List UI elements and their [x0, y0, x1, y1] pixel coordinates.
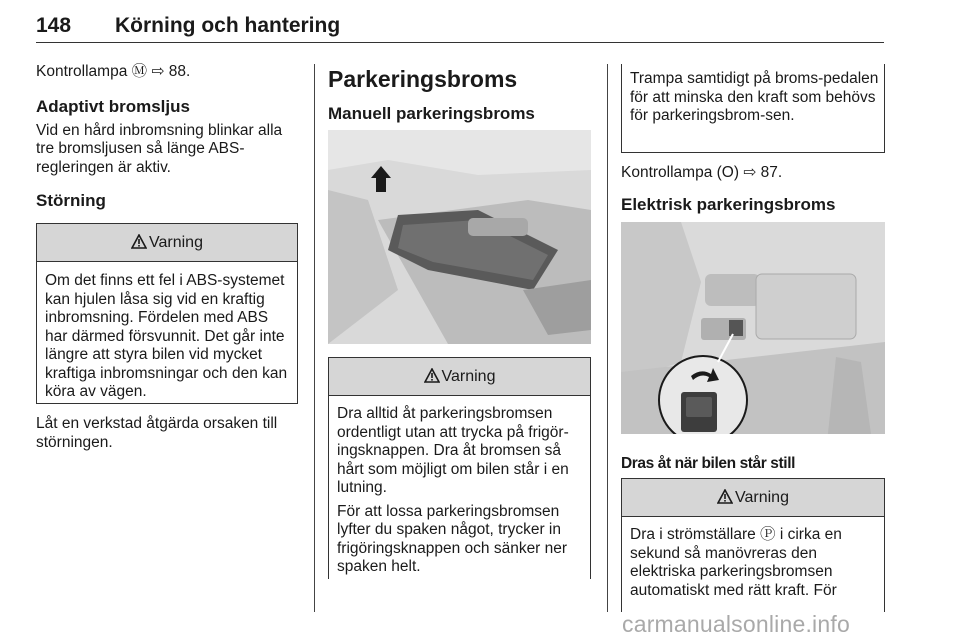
warning-text: För att lossa parkeringsbromsen lyfter du spaken något, trycker in frigöringsknappen och sänker ner spaken helt.	[337, 502, 568, 575]
warning-title: Varning	[441, 368, 496, 385]
warning-triangle-icon	[717, 489, 733, 504]
page-header	[36, 8, 884, 43]
warning-header	[622, 479, 884, 517]
heading-adaptive-brake-light: Adaptivt bromsljus	[36, 96, 190, 116]
warning-title: Varning	[149, 234, 203, 251]
heading-malfunction: Störning	[36, 191, 106, 210]
paragraph: Vid en hård inbromsning blinkar alla tre bromsljusen så länge ABS-regleringen är aktiv.	[36, 121, 283, 176]
heading-electric-brake: Elektrisk parkeringsbroms	[621, 195, 836, 214]
warning-text: Dra alltid åt parkeringsbromsen ordentligt utan att trycka på frigör-ingsknappen. Dra åt bromsen så hårt som möjligt om bilen står i en lutning.	[337, 405, 569, 496]
warning-title: Varning	[735, 489, 789, 506]
page-title: Körning och hantering	[115, 14, 341, 37]
column-divider	[607, 64, 608, 612]
warning-header	[329, 358, 590, 396]
warning-text: Om det finns ett fel i ABS-systemet kan hjulen låsa sig vid en kraftig inbromsning. Fördelen med ABS har därmed försvunnit. Det går inte längre att styra bilen vid mycket kraftiga inbromsningar och den kan köra av vägen.	[45, 272, 288, 400]
warning-box	[621, 478, 885, 612]
watermark: carmanualsonline.info	[622, 611, 850, 637]
warning-box	[36, 223, 298, 404]
warning-continuation	[621, 64, 885, 153]
page-number: 148	[36, 14, 72, 37]
warning-box	[328, 357, 591, 579]
handbrake-illustration	[328, 130, 591, 344]
warning-triangle-icon	[424, 368, 440, 383]
column-left	[36, 60, 298, 211]
warning-triangle-icon	[131, 234, 147, 249]
warning-text: Dra i strömställare Ⓟ i cirka en sekund så manövreras den elektriska parkeringsbromsen automatiskt med rätt kraft. För	[630, 526, 842, 599]
image-caption: Dras åt när bilen står still	[621, 455, 796, 472]
subheading-manual-brake: Manuell parkeringsbroms	[328, 104, 535, 123]
warning-text: Trampa samtidigt på broms-pedalen för att minska den kraft som behövs för parkeringsbrom-sen.	[630, 70, 879, 124]
paragraph: Låt en verkstad åtgärda orsaken till störningen.	[36, 415, 278, 451]
indicator-reference: Kontrollampa (O) ⇨ 87.	[621, 164, 783, 181]
column-divider	[314, 64, 315, 612]
warning-header	[37, 224, 297, 262]
indicator-reference: Kontrollampa Ⓜ ⇨ 88.	[36, 63, 191, 80]
electric-brake-illustration	[621, 222, 885, 434]
section-title: Parkeringsbroms	[328, 66, 518, 92]
